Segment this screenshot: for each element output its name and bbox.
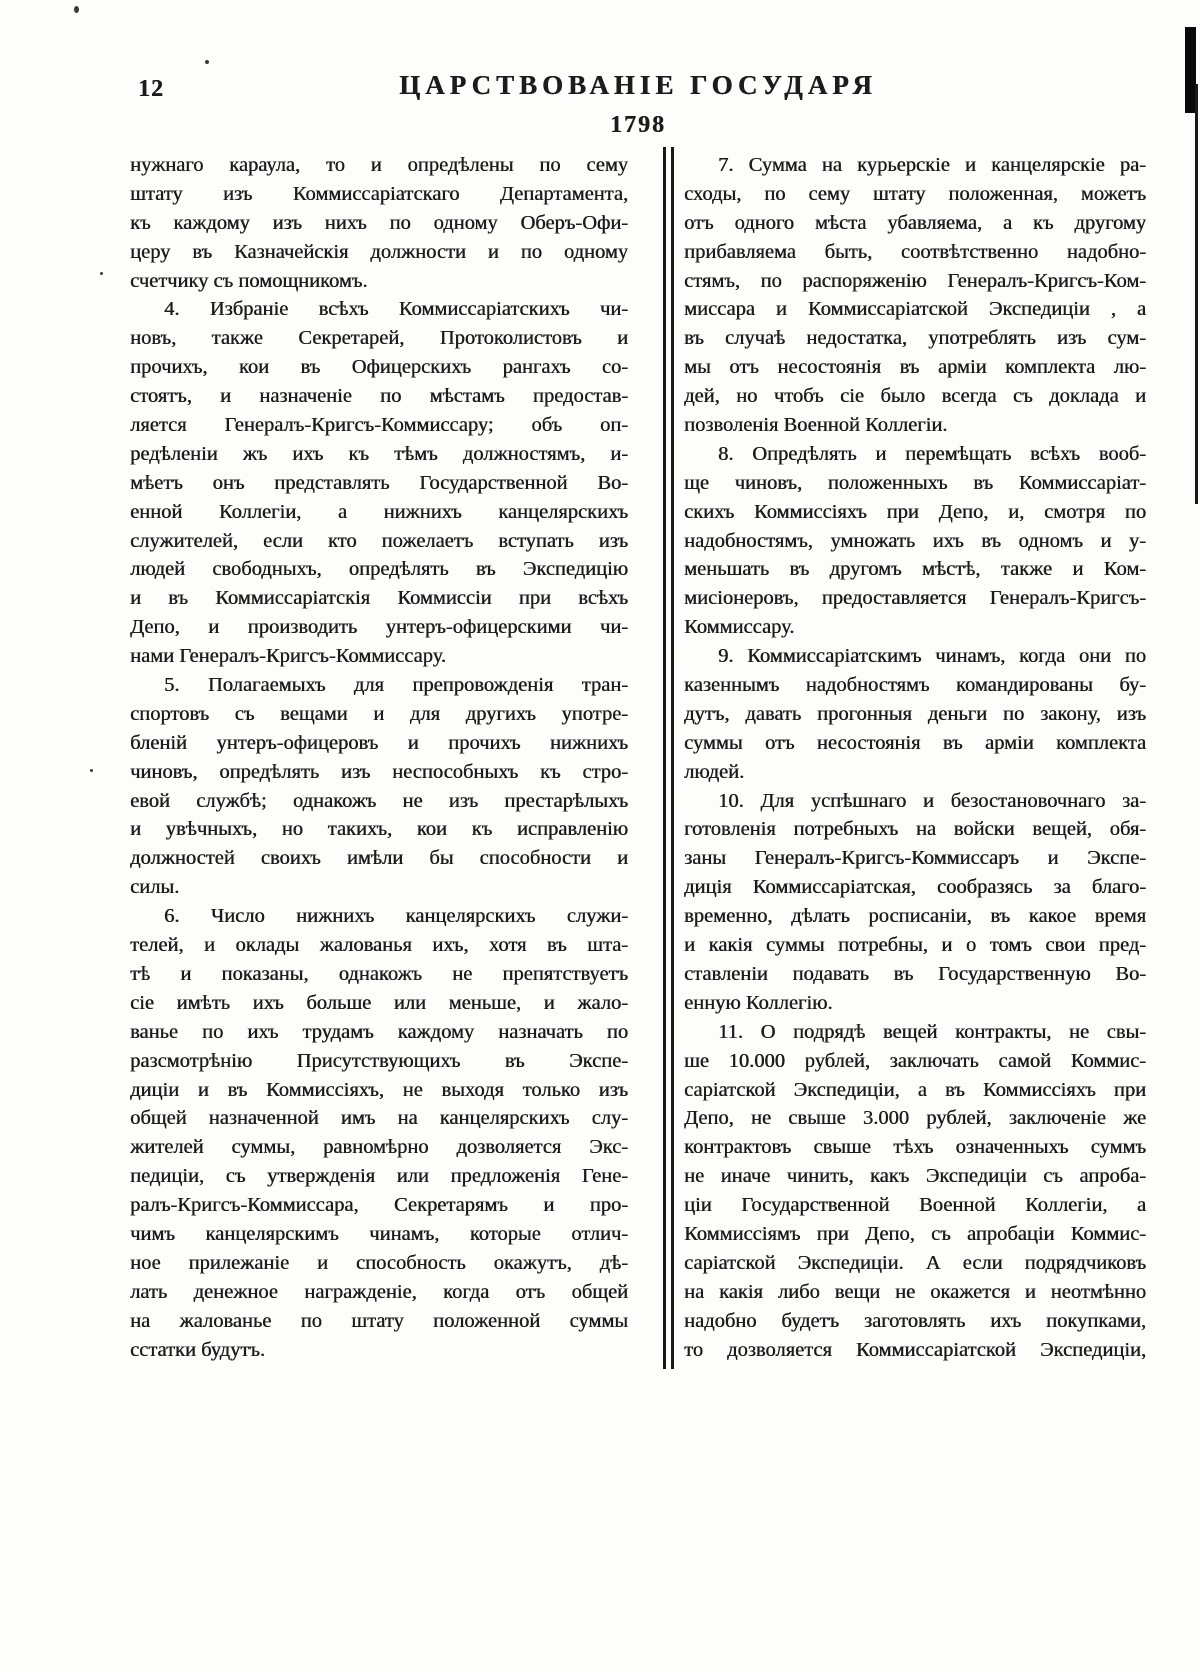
text-line: 5. Полагаемыхъ для препровожденія тран- <box>164 674 628 697</box>
text-line: казеннымъ надобностямъ командированы бу- <box>684 674 1146 697</box>
text-line: ціи Государственной Военной Коллегіи, а <box>684 1194 1146 1217</box>
text-line: церу въ Казначейскія должности и по одному <box>130 240 628 263</box>
text-line: служителей, если кто пожелаетъ вступать изъ <box>130 529 628 552</box>
text-line: и въ Коммиссаріатскія Коммиссіи при всѣхъ <box>130 587 628 610</box>
text-line: жителей суммы, равномѣрно дозволяется Экс- <box>130 1136 628 1159</box>
text-line: бленій унтеръ-офицеровъ и прочихъ нижнихъ <box>130 731 628 754</box>
page-year: 1798 <box>610 112 666 138</box>
text-line: 6. Число нижнихъ канцелярскихъ служи- <box>164 905 628 928</box>
text-line: общей назначенной имъ на канцелярскихъ слу- <box>130 1107 628 1130</box>
text-line: то дозволяется Коммиссаріатской Экспедиціи, <box>684 1338 1146 1361</box>
text-line: заны Генералъ-Кригсъ-Коммиссаръ и Экспе- <box>684 847 1146 870</box>
text-line: нами Генералъ-Кригсъ-Коммиссару. <box>130 645 446 668</box>
text-line: ванье по ихъ трудамъ каждому назначать по <box>130 1020 628 1043</box>
text-line: мисіонеровъ, предоставляется Генералъ-Кригсъ- <box>684 587 1146 610</box>
text-line: 4. Избраніе всѣхъ Коммиссаріатскихъ чи- <box>164 298 628 321</box>
scan-speck <box>205 60 209 64</box>
text-line: сіе имѣть ихъ больше или меньше, и жало- <box>130 991 628 1014</box>
text-line: саріатской Экспедиціи, а въ Коммиссіяхъ при <box>684 1078 1146 1101</box>
text-line: на какія либо вещи не окажется и неотмѣнно <box>684 1280 1146 1303</box>
text-line: лать денежное награжденіе, когда отъ общей <box>130 1280 628 1303</box>
text-line: миссара и Коммиссаріатской Экспедиціи , а <box>684 298 1146 321</box>
text-line: новъ, также Секретарей, Протоколистовъ и <box>130 327 628 350</box>
text-line: тѣ и показаны, однакожъ не препятствуетъ <box>130 962 628 985</box>
text-line: евой службѣ; однакожъ не изъ престарѣлыхъ <box>130 789 628 812</box>
text-line: телей, и оклады жалованья ихъ, хотя въ шта- <box>130 934 628 957</box>
text-line: нужнаго караула, то и опредѣлены по сему <box>130 154 628 176</box>
text-line: прочихъ, кои въ Офицерскихъ рангахъ со- <box>130 356 628 379</box>
text-line: ше 10.000 рублей, заключать самой Коммис- <box>684 1049 1146 1072</box>
text-line: ставленіи подавать въ Государственную Во- <box>684 962 1146 985</box>
text-line: енную Коллегію. <box>684 991 833 1014</box>
text-line: чиновъ, опредѣлять изъ неспособныхъ къ стро- <box>130 760 628 783</box>
scan-speck <box>90 769 93 772</box>
text-line: диціи и въ Коммиссіяхъ, не выходя только изъ <box>130 1078 628 1101</box>
text-line: сходы, по сему штату положенная, можетъ <box>684 182 1146 205</box>
text-line: 11. О подрядѣ вещей контракты, не свы- <box>718 1020 1146 1043</box>
text-line: спортовъ съ вещами и для другихъ употре- <box>130 702 628 725</box>
text-line: Депо, не свыше 3.000 рублей, заключеніе же <box>684 1107 1146 1130</box>
text-line: временно, дѣлать росписаніи, въ какое время <box>684 905 1146 928</box>
text-line: мѣетъ онъ представлять Государственной Во- <box>130 471 628 494</box>
text-line: готовленія потребныхъ на войски вещей, обя- <box>684 818 1146 841</box>
text-line: ляется Генералъ-Кригсъ-Коммиссару; объ оп- <box>130 414 628 437</box>
page-header: ЦАРСТВОВАНІЕ ГОСУДАРЯ <box>399 70 877 100</box>
text-line: скихъ Коммиссіяхъ при Депо, и, смотря по <box>684 500 1146 523</box>
column-left <box>130 151 628 1364</box>
text-line: меньшать въ другомъ мѣстѣ, также и Ком- <box>684 558 1146 581</box>
text-line: саріатской Экспедиціи. А если подрядчиковъ <box>684 1251 1146 1274</box>
text-line: въ случаѣ недостатка, употреблять изъ сум- <box>684 327 1146 350</box>
text-line: дутъ, давать прогонныя деньги по закону, изъ <box>684 702 1146 725</box>
text-line: сстатки будутъ. <box>130 1338 265 1361</box>
text-line: силы. <box>130 876 180 899</box>
text-line: 9. Коммиссаріатскимъ чинамъ, когда они по <box>718 645 1146 668</box>
text-line: и увѣчныхъ, но такихъ, кои къ исправленію <box>130 818 628 841</box>
text-line: и какія суммы потребны, и о томъ свои пред- <box>684 934 1146 957</box>
text-line: штату изъ Коммиссаріатскаго Департамента, <box>130 182 628 205</box>
text-line: стямъ, по распоряженію Генералъ-Кригсъ-Ком- <box>684 269 1146 292</box>
text-line: должностей своихъ имѣли бы способности и <box>130 847 628 870</box>
text-line: суммы отъ несостоянія въ арміи комплекта <box>684 731 1146 754</box>
column-right <box>684 151 1146 1364</box>
text-line: Депо, и производить унтеръ-офицерскими чи- <box>130 616 628 639</box>
scan-artifact-line <box>1195 84 1198 504</box>
text-line: контрактовъ свыше тѣхъ означенныхъ суммъ <box>684 1136 1146 1159</box>
text-line: ще чиновъ, положенныхъ въ Коммиссаріат- <box>684 471 1146 494</box>
text-line: 8. Опредѣлять и перемѣщать всѣхъ вооб- <box>718 442 1146 465</box>
text-line: ралъ-Кригсъ-Коммиссара, Секретарямъ и про- <box>130 1194 628 1217</box>
text-line: Коммиссіямъ при Депо, съ апробаціи Коммис- <box>684 1222 1146 1245</box>
column-divider-rule <box>663 147 674 1369</box>
text-line: Коммиссару. <box>684 616 795 639</box>
text-line: стоятъ, и назначеніе по мѣстамъ предостав- <box>130 385 628 408</box>
text-line: надобно будетъ заготовлять ихъ покупками, <box>684 1309 1146 1332</box>
text-line: надобностямъ, умножать ихъ въ одномъ и у- <box>684 529 1146 552</box>
text-line: чимъ канцелярскимъ чинамъ, которые отлич- <box>130 1222 628 1245</box>
text-line: дей, но чтобъ сіе было всегда съ доклада и <box>684 385 1146 408</box>
scan-speck <box>74 6 79 13</box>
text-line: на жалованье по штату положенной суммы <box>130 1309 628 1332</box>
text-line: счетчику съ помощникомъ. <box>130 269 368 292</box>
page-number: 12 <box>138 76 164 102</box>
text-line: разсмотрѣнію Присутствующихъ въ Экспе- <box>130 1049 628 1072</box>
text-line: редѣленіи жъ ихъ къ тѣмъ должностямъ, и- <box>130 442 628 465</box>
text-line: диція Коммиссаріатская, сообразясь за благо- <box>684 876 1146 899</box>
text-line: къ каждому изъ нихъ по одному Оберъ-Офи- <box>130 211 628 234</box>
text-line: енной Коллегіи, а нижнихъ канцелярскихъ <box>130 500 628 523</box>
text-line: ное прилежаніе и способность окажутъ, дѣ- <box>130 1251 628 1274</box>
text-line: не иначе чинить, какъ Экспедиціи съ апроба- <box>684 1165 1146 1188</box>
text-line: отъ одного мѣста убавляема, а къ другому <box>684 211 1146 234</box>
text-line: мы отъ несостоянія въ арміи комплекта лю- <box>684 356 1146 379</box>
text-line: позволенія Военной Коллегіи. <box>684 414 948 437</box>
scan-speck <box>100 272 103 275</box>
text-line: 7. Сумма на курьерскіе и канцелярскіе ра- <box>718 154 1146 176</box>
text-line: людей. <box>684 760 745 783</box>
text-line: педиціи, съ утвержденія или предложенія Гене- <box>130 1165 628 1188</box>
text-line: 10. Для успѣшнаго и безостановочнаго за- <box>718 789 1146 812</box>
text-line: людей свободныхъ, опредѣлять въ Экспедицію <box>130 558 628 581</box>
text-line: прибавляема быть, соотвѣтственно надобно- <box>684 240 1146 263</box>
